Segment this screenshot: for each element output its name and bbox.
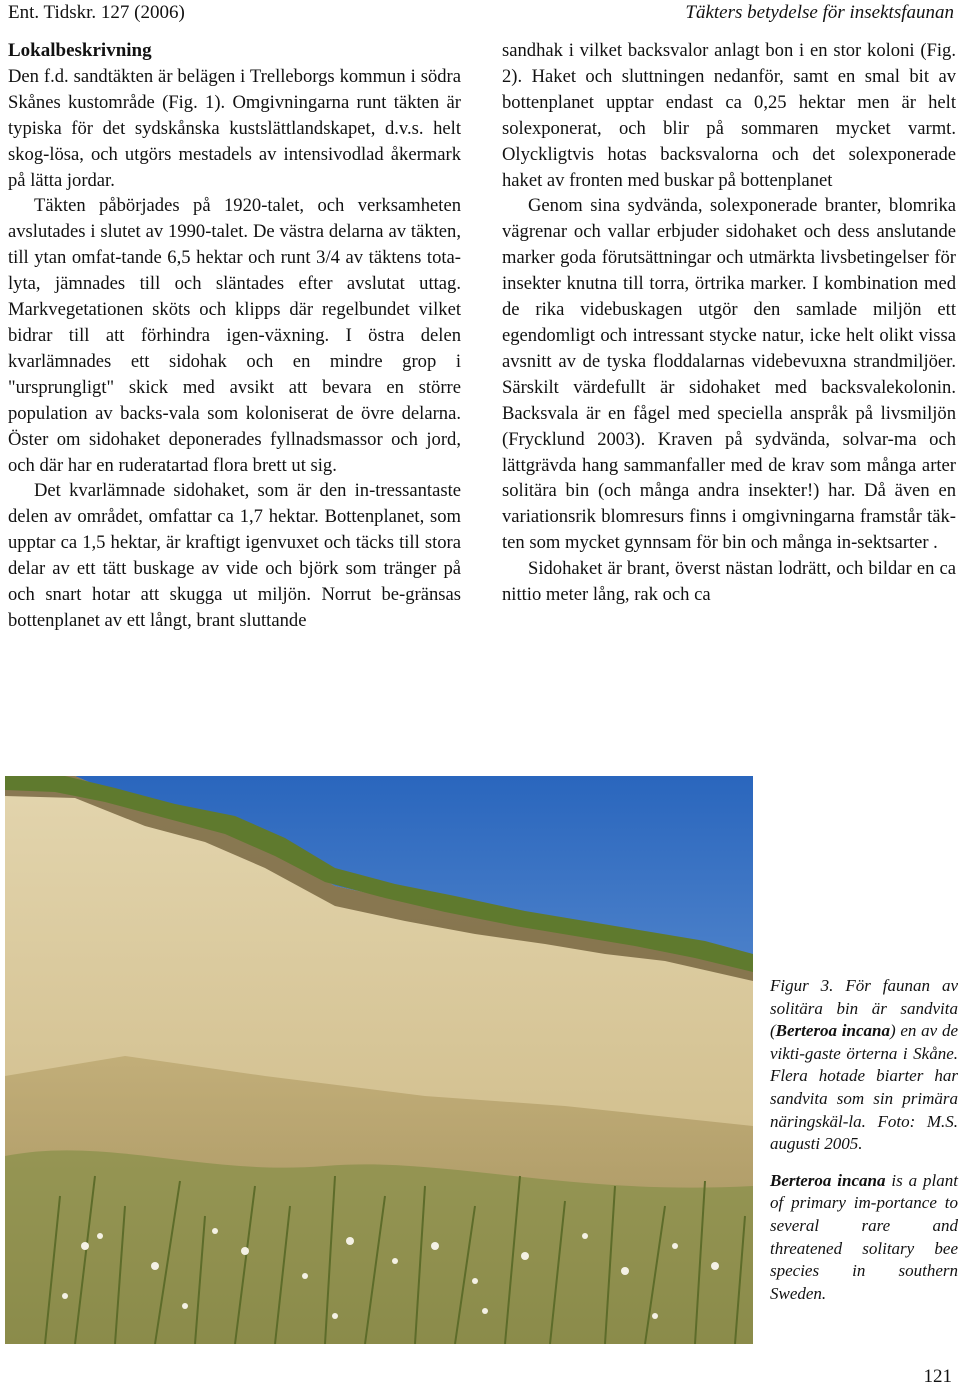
paragraph: sandhak i vilket backsvalor anlagt bon i en stor koloni (Fig. 2). Haket och sluttningen nedanför, samt en smal bit av bottenplanet upptar endast ca 0,25 hektar men är helt solexponerat, och blir på sommaren mycket varmt. Olyckligtvis hotas backsvalorna och det solexponerade haket av fronten med buskar på bottenplanet [502,40,956,191]
paragraph: Sidohaket är brant, överst nästan lodrätt, och bildar en ca nittio meter lång, rak och ca [502,558,956,606]
caption-english: Berteroa incana is a plant of primary im-portance to several rare and threatened solitary bee species in southern Sweden. [770,1170,958,1303]
paragraph: Den f.d. sandtäkten är belägen i Trelleborgs kommun i södra Skånes kustområde (Fig. 1). Omgivningarna runt täkten är typiska för det sydskånska kustslättlandskapet, d.v.s. helt skog-lösa, och utgörs mestadels av intensivodlad åkermark på lätta jordar. [8,65,461,191]
running-header-journal: Ent. Tidskr. 127 (2006) [8,2,185,23]
figure-caption [770,975,958,1305]
sand-pit-photo-illustration [5,776,753,1344]
species-name: Berteroa incana [775,1021,890,1041]
caption-swedish: Figur 3. För faunan av solitära bin är sandvita (Berteroa incana) en av de vikti-gaste örterna i Skåne. Flera hotade biarter har sandvita som sin primära näringskäl-la. Foto: M.S. augusti 2005. [770,976,958,1154]
running-header-title: Täkters betydelse för insektsfaunan [685,2,954,23]
right-column [502,38,956,608]
figure-photo-sand-pit [5,776,753,1344]
page-number: 121 [923,1366,952,1387]
section-heading: Lokalbeskrivning [8,40,152,61]
paragraph: Det kvarlämnade sidohaket, som är den in-tressantaste delen av området, omfattar ca 1,7 hektar. Bottenplanet, som upptar ca 1,5 hektar, är kraftigt igenvuxet och täcks till stora delar av ett tätt buskage av vide och björk som tränger på och snart hotar att skugga ut miljön. Norrut be-gränsas bottenplanet av ett långt, brant sluttande [8,480,461,631]
species-name: Berteroa incana [770,1170,886,1190]
paragraph: Genom sina sydvända, solexponerade branter, blomrika vägrenar och vallar erbjuder sidohaket och dess anslutande marker goda förutsättningar och utmärkta livsbetingelser för insekter knutna till torra, örtrika marker. I kombination med de rika videbuskagen utgör den samlade miljön ett egendomligt och intressant stycke natur, icke helt olikt vissa avsnitt av de tyska floddalarnas videbevuxna strandmiljöer. Särskilt värdefullt är sidohaket med backsvalekolonin. Backsvala är en fågel med speciella anspråk på livsmiljön (Frycklund 2003). Kraven på sydvända, solvar-ma och lättgrävda hang sammanfaller med de krav som många arter solitära bin (och många andra insekter!) har. Då även en variationsrik blomresurs finns i omgivningarna framstår täk-ten som mycket gynnsam för bin och många in-sektsarter . [502,195,956,554]
left-column [8,38,461,634]
paragraph: Täkten påbörjades på 1920-talet, och verksamheten avslutades i slutet av 1990-talet. De västra delarna av täkten, till ytan omfat-tande 6,5 hektar och runt 3/4 av täktens tota-lyta, jämnades till och släntades efter avslutat uttag. Markvegetationen sköts och klipps där regelbundet vilket bidrar till att förhindra igen-växning. I östra delen kvarlämnades ett sidohak och en mindre grop i "ursprungligt" skick med avsikt att bevara en större population av backs-vala som koloniserat de övre delarna. Öster om sidohaket deponerades fyllnadsmassor och jord, och där har en ruderatartad flora brett ut sig. [8,195,461,476]
